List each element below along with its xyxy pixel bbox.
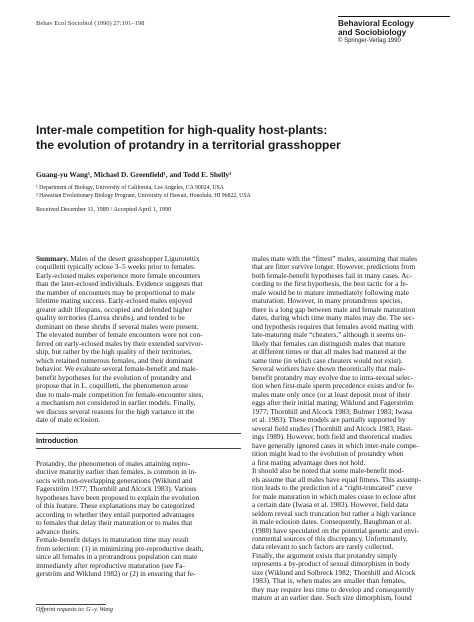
summary-line: The elevated number of female encounters were not con- <box>36 331 203 340</box>
body-line: male would be to mature immediately following male <box>252 288 410 297</box>
summary-line: propose that in L. coquilletti, the phenomenon arose <box>36 382 189 391</box>
body-line: that are fitter survive longer. However, predictions from <box>252 263 416 272</box>
affiliation-2: ² Hawaiian Evolutionary Biology Program, University of Hawaii, Honolulu, HI 96822, USA <box>36 193 251 199</box>
summary-line: than the later-eclosed individuals. Evidence suggests that <box>36 280 203 289</box>
body-line: et al. 1983). These models are partially supported by <box>252 416 406 425</box>
offprint-footnote: Offprint requests to: G.-y. Wang <box>36 607 113 613</box>
body-line: ond hypothesis requires that females avoid mating with <box>252 322 414 331</box>
summary-line: which retained numerous females, and their dominant <box>36 356 194 365</box>
introduction-block <box>36 460 241 579</box>
intro-line: since all females in a protrandrous population can mate <box>36 553 198 562</box>
affiliation-1: ¹ Department of Biology, University of California, Los Angeles, CA 90024, USA <box>36 185 224 191</box>
intro-line: advance theirs. <box>36 527 80 536</box>
body-line: dates, during which time many males may die. The sec- <box>252 314 415 323</box>
received-dates: Received December 11, 1989 / Accepted April 1, 1990 <box>36 206 172 213</box>
body-line: for male maturation in which males cease to eclose after <box>252 492 417 501</box>
summary-line: we discuss several reasons for the high variance in the <box>36 407 195 416</box>
summary-label: Summary. <box>36 255 69 263</box>
body-line: (1988) have speculated on the potential genetic and envi- <box>252 526 419 535</box>
body-line: tition might lead to the evolution of protandry when <box>252 450 404 459</box>
intro-line: gerström and Wiklund 1982) or (2) in ensuring that fe- <box>36 570 196 579</box>
body-line: likely that females can distinguish males that mature <box>252 339 406 348</box>
article-title <box>36 123 446 152</box>
summary-line: behavior. We evaluate several female-benefit and male- <box>36 365 198 374</box>
intro-line: Protandry, the phenomenon of males attaining repro- <box>36 460 191 468</box>
masthead-rule <box>338 16 450 17</box>
body-line: mature at an earlier date. Such size dimorphism, found <box>252 594 412 603</box>
body-line: maturation. However, in many protandrous species, <box>252 297 403 306</box>
intro-line: Fagerström 1977; Thornhill and Alcock 1983). Various <box>36 485 197 494</box>
body-line: benefit protandry may evolve due to intra-sexual selec- <box>252 373 414 382</box>
footnote-rule <box>36 604 106 605</box>
summary-line: greater adult lifespans, occupied and defended higher <box>36 305 192 314</box>
body-line: Several workers have shown theoretically that male- <box>252 365 406 374</box>
intro-line: immediately after reproductive maturation (see Fa- <box>36 561 185 570</box>
body-line: same time (in which case cheaters would not exist). <box>252 356 403 365</box>
section-rule-bottom <box>36 448 241 449</box>
body-line: tion leads to the prediction of a “right-truncated” curve <box>252 484 413 493</box>
body-line: cording to the first hypothesis, the best tactic for a fe- <box>252 280 409 289</box>
copyright-notice: © Springer-Verlag 1990 <box>338 38 401 45</box>
body-line: 1977; Thornhill and Alcock 1983; Bulmer 1983; Iwasa <box>252 407 413 416</box>
body-line: males mate only once (or at least deposit most of their <box>252 390 411 399</box>
summary-line: benefit hypotheses for the evolution of protandry and <box>36 373 192 382</box>
body-line: they may require less time to develop and consequently <box>252 585 415 594</box>
summary-line-text: Males of the desert grasshopper Ligurotettix <box>70 255 200 263</box>
introduction-heading: Introduction <box>36 436 78 445</box>
body-line: have generally ignored cases in which inter-male compe- <box>252 441 419 450</box>
body-line: there is a long gap between male and female maturation <box>252 305 416 314</box>
body-line: both female-benefit hypotheses fail in many cases. Ac- <box>252 271 413 280</box>
intro-line: Female-benefit delays in maturation time may result <box>36 536 189 545</box>
summary-line: quality territories (Larrea shrubs), and tended to be <box>36 314 185 323</box>
body-line: 1983). That is, when males are smaller than females, <box>252 577 406 586</box>
body-line: late-maturing male “cheaters,” although it seems un- <box>252 331 406 340</box>
title-line-2: the evolution of protandry in a territorial grasshopper <box>36 137 341 152</box>
body-line: eggs after their initial mating; Wiklund and Fagerström <box>252 399 414 408</box>
journal-citation: Behav Ecol Sociobiol (1990) 27:191–198 <box>36 20 145 27</box>
section-rule-top <box>36 433 241 434</box>
summary-line: coquilletti typically eclose 3–5 weeks prior to females. <box>36 263 196 272</box>
summary-line: a mechanism not considered in earlier models. Finally, <box>36 399 196 408</box>
journal-name-line1: Behavioral Ecology <box>338 19 414 29</box>
body-line: a certain date (Iwasa et al. 1983). However, field data <box>252 501 409 510</box>
summary-block <box>36 255 241 425</box>
body-line: tion when first-male sperm precedence exists and/or fe- <box>252 382 415 391</box>
author-list: Guang-yu Wang¹, Michael D. Greenfield¹, and Todd E. Shelly² <box>36 170 232 179</box>
body-line: data relevant to such factors are rarely collected. <box>252 543 394 552</box>
intro-line: from selection: (1) in minimizing pre-reproductive death, <box>36 544 204 553</box>
intro-line: sects with non-overlapping generations (Wiklund and <box>36 476 193 485</box>
body-line: at different times or that all males had matured at the <box>252 348 407 357</box>
body-line: ronmental sources of this discrepancy. Unfortunately, <box>252 534 408 543</box>
journal-name-line2: and Sociobiology <box>338 28 407 38</box>
body-line: males mate with the “fittest” males, assuming that males <box>252 255 418 263</box>
intro-line: to females that delay their maturation or to males that <box>36 519 193 528</box>
intro-line: ductive maturity earlier than females, is common in in- <box>36 468 197 477</box>
summary-line: ship, but rather by the high quality of their territories, <box>36 348 192 357</box>
journal-masthead <box>338 16 450 44</box>
body-line: It should also be noted that some male-benefit mod- <box>252 467 404 476</box>
summary-line: Early-eclosed males experience more female encounters <box>36 271 201 280</box>
intro-line: hypotheses have been proposed to explain the evolution <box>36 493 200 502</box>
body-line: size (Wiklund and Solbreck 1982; Thornhill and Alcock <box>252 568 416 577</box>
intro-line: of this feature. These explanations may be categorized <box>36 502 195 511</box>
summary-line: lifetime mating success. Early-eclosed males enjoyed <box>36 297 193 306</box>
summary-line: due to male-male competition for female-encounter sites, <box>36 390 204 399</box>
body-line: represents a by-product of sexual dimorphism in body <box>252 560 410 569</box>
summary-line <box>36 255 241 263</box>
body-line: Finally, the argument exists that protandry simply <box>252 551 398 560</box>
body-line: els assume that all males have equal fitness. This assump- <box>252 475 421 484</box>
body-line: a first mating advantage does not hold. <box>252 458 366 467</box>
body-line: ings 1989). However, both field and theoretical studies <box>252 433 412 442</box>
summary-line: date of male eclosion. <box>36 416 101 425</box>
body-line: seldom reveal such truncation but rather a high variance <box>252 509 416 518</box>
summary-line: ferred on early-eclosed males by their extended survivor- <box>36 339 204 348</box>
summary-line: dominant on these shrubs if several males were present. <box>36 322 199 331</box>
body-line: several field studies (Thornhill and Alcock 1983; Hast- <box>252 424 413 433</box>
intro-line: according to whether they entail purported advantages <box>36 510 195 519</box>
affiliations <box>36 184 396 200</box>
title-line-1: Inter-male competition for high-quality host-plants: <box>36 123 328 137</box>
summary-line: the number of encounters may be proportional to male <box>36 288 195 297</box>
body-line: in male eclosion dates. Consequently, Baughman et al. <box>252 518 412 527</box>
right-column-body <box>252 255 457 603</box>
